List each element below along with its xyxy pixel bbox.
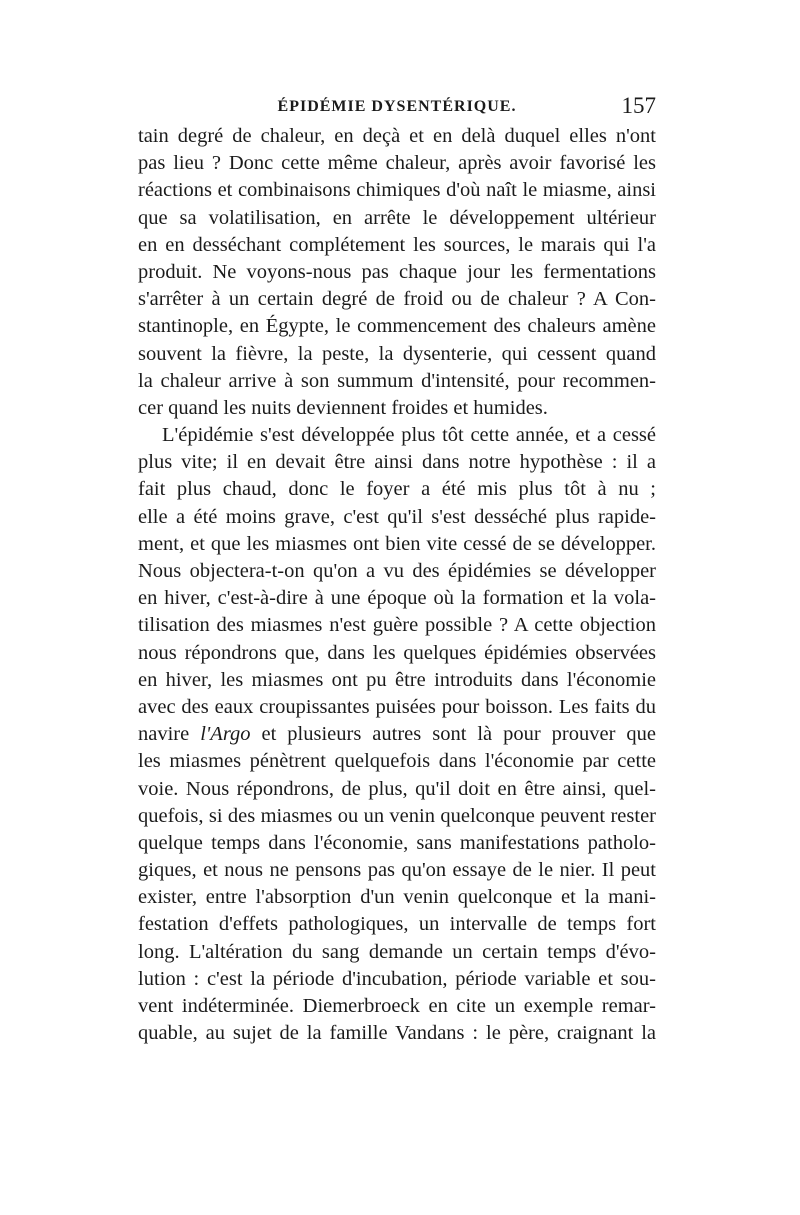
text-line: vent indéterminée. Diemerbroeck en cite un exemple remar-: [138, 995, 656, 1017]
text-line: lution : c'est la période d'incubation, période variable et sou-: [138, 967, 656, 990]
text-line: quefois, si des miasmes ou un venin quelconque peuvent rester: [138, 804, 656, 827]
text-line: quelque temps dans l'économie, sans manifestations patholo-: [138, 831, 656, 854]
text-line: giques, et nous ne pensons pas qu'on essaye de le nier. Il peut: [138, 859, 656, 882]
text-line: en hiver, c'est-à-dire à une époque où la formation et la vola-: [138, 587, 656, 610]
text-line: nous répondrons que, dans les quelques épidémies observées: [138, 641, 656, 664]
text-line: Nous objectera-t-on qu'on a vu des épidémies se développer: [138, 560, 656, 582]
text-line: la chaleur arrive à son summum d'intensité, pour recommen-: [138, 369, 656, 392]
body-text: [138, 123, 656, 1047]
paragraph-start-line: L'épidémie s'est développée plus tôt cette année, et a cessé: [162, 424, 656, 447]
running-head: [138, 93, 656, 123]
text-line: elle a été moins grave, c'est qu'il s'est desséché plus rapide-: [138, 505, 656, 528]
text-line: plus vite; il en devait être ainsi dans notre hypothèse : il a: [138, 451, 656, 474]
text-line: s'arrêter à un certain degré de froid ou de chaleur ? A Con-: [138, 288, 656, 311]
text-line: voie. Nous répondrons, de plus, qu'il doit en être ainsi, quel-: [138, 777, 656, 800]
text-line: exister, entre l'absorption d'un venin quelconque et la mani-: [138, 886, 656, 909]
text-line: que sa volatilisation, en arrête le développement ultérieur: [138, 206, 656, 229]
text-line: en en desséchant complétement les sources, le marais qui l'a: [138, 233, 656, 256]
text-line: [138, 721, 656, 748]
text-line: les miasmes pénètrent quelquefois dans l'économie par cette: [138, 750, 656, 773]
text-line: ment, et que les miasmes ont bien vite cessé de se développer.: [138, 532, 656, 555]
text-line: avec des eaux croupissantes puisées pour boisson. Les faits du: [138, 695, 656, 718]
text-line: stantinople, en Égypte, le commencement des chaleurs amène: [138, 315, 656, 338]
text-line: pas lieu ? Donc cette même chaleur, après avoir favorisé les: [138, 152, 656, 175]
text-line: réactions et combinaisons chimiques d'où naît le miasme, ainsi: [138, 179, 656, 202]
text-line: tilisation des miasmes n'est guère possible ? A cette objection: [138, 614, 656, 637]
text-line: quable, au sujet de la famille Vandans : le père, craignant la: [138, 1022, 656, 1045]
ship-name: l'Argo: [200, 723, 251, 746]
page-number: 157: [621, 93, 656, 118]
paragraph-end-line: cer quand les nuits deviennent froides et humides.: [138, 396, 548, 419]
text-line: tain degré de chaleur, en deçà et en delà duquel elles n'ont: [138, 125, 656, 147]
text-fragment: et plusieurs autres sont là pour prouver que: [261, 723, 656, 746]
text-line: souvent la fièvre, la peste, la dysenterie, qui cessent quand: [138, 342, 656, 365]
text-fragment: navire: [138, 723, 190, 746]
text-line: en hiver, les miasmes ont pu être introduits dans l'économie: [138, 668, 656, 691]
text-line: produit. Ne voyons-nous pas chaque jour les fermentations: [138, 260, 656, 283]
text-line: fait plus chaud, donc le foyer a été mis plus tôt à nu ;: [138, 478, 656, 501]
text-line: festation d'effets pathologiques, un intervalle de temps fort: [138, 913, 656, 936]
running-title: ÉPIDÉMIE DYSENTÉRIQUE.: [277, 98, 517, 115]
text-line: long. L'altération du sang demande un certain temps d'évo-: [138, 940, 656, 963]
